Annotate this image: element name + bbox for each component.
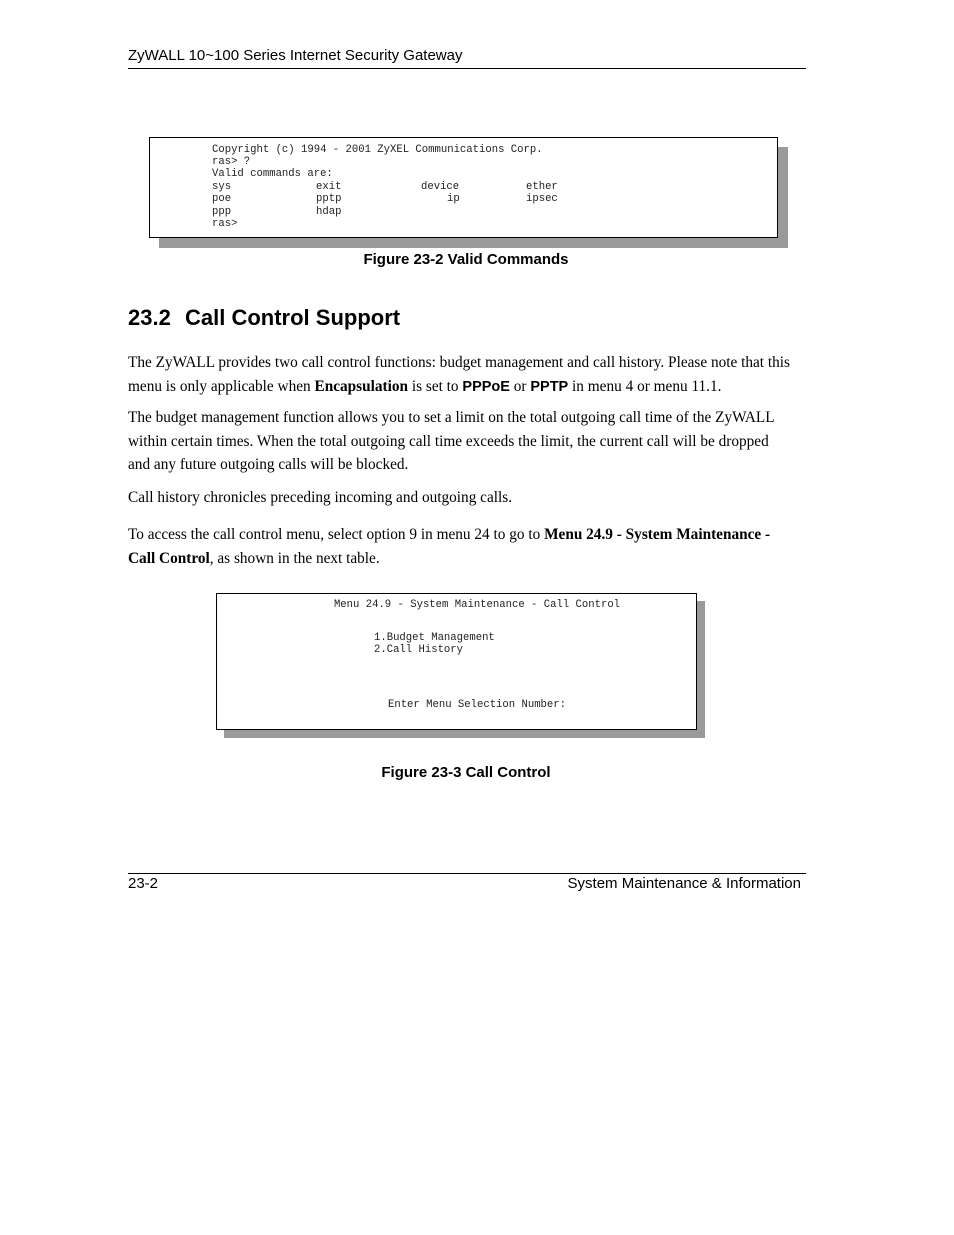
- section-heading: [128, 305, 400, 331]
- menu-reference: Menu 24.9 - System Maintenance - Call Control: [128, 526, 771, 567]
- paragraph-access-text-2: , as shown in the next table.: [209, 549, 380, 567]
- menu-title: Menu 24.9 - System Maintenance - Call Control: [333, 599, 621, 611]
- command-ppp: ppp: [212, 206, 232, 218]
- command-sys: sys: [212, 181, 232, 193]
- paragraph-intro-text-3: or: [509, 377, 531, 395]
- command-ipsec: ipsec: [526, 193, 558, 205]
- paragraph-intro: [128, 351, 793, 399]
- figure-23-3-caption: Figure 23-3 Call Control: [381, 764, 551, 781]
- footer-page-number: 23-2: [128, 875, 159, 892]
- terminal-valid-label: Valid commands are:: [212, 168, 333, 180]
- terminal-help-prompt: ras> ?: [212, 156, 251, 168]
- command-pptp: pptp: [316, 193, 342, 205]
- figure-23-2-caption: Figure 23-2 Valid Commands: [363, 251, 569, 268]
- command-poe: poe: [212, 193, 232, 205]
- paragraph-intro-text: The ZyWALL provides two call control functions: budget management and call history. Please note that this menu is only applicable when: [128, 354, 790, 395]
- paragraph-intro-text-4: in menu 4 or menu 11.1.: [568, 377, 722, 395]
- pptp-term: PPTP: [530, 378, 569, 395]
- paragraph-history: Call history chronicles preceding incoming and outgoing calls.: [128, 489, 513, 506]
- encapsulation-term: Encapsulation: [314, 377, 409, 395]
- command-exit: exit: [316, 181, 342, 193]
- terminal-final-prompt: ras>: [212, 218, 238, 230]
- header-rule: [128, 68, 806, 69]
- paragraph-budget: The budget management function allows you to set a limit on the total outgoing call time of the ZyWALL within certain times. When the total outgoing call time exceeds the limit, the current call will be dropped and any future outgoing calls will be blocked.: [128, 409, 775, 473]
- footer-rule: [128, 873, 806, 874]
- footer-chapter-title: System Maintenance & Information: [567, 875, 801, 892]
- command-ip: ip: [447, 193, 460, 205]
- command-hdap: hdap: [316, 206, 342, 218]
- terminal-copyright-line: Copyright (c) 1994 - 2001 ZyXEL Communications Corp.: [212, 144, 543, 156]
- pppoe-term: PPPoE: [462, 378, 510, 395]
- menu-selection-prompt: Enter Menu Selection Number:: [387, 699, 566, 711]
- menu-item-call-history: 2.Call History: [374, 644, 464, 656]
- command-device: device: [421, 181, 460, 193]
- menu-item-budget-management: 1.Budget Management: [374, 632, 495, 644]
- paragraph-access-text: To access the call control menu, select option 9 in menu 24 to go to: [128, 526, 545, 543]
- command-ether: ether: [526, 181, 558, 193]
- running-header: ZyWALL 10~100 Series Internet Security Gateway: [128, 47, 463, 64]
- paragraph-access: [128, 523, 793, 570]
- section-title: Call Control Support: [185, 305, 401, 330]
- paragraph-intro-text-2: is set to: [408, 377, 463, 395]
- section-number: 23.2: [128, 305, 171, 330]
